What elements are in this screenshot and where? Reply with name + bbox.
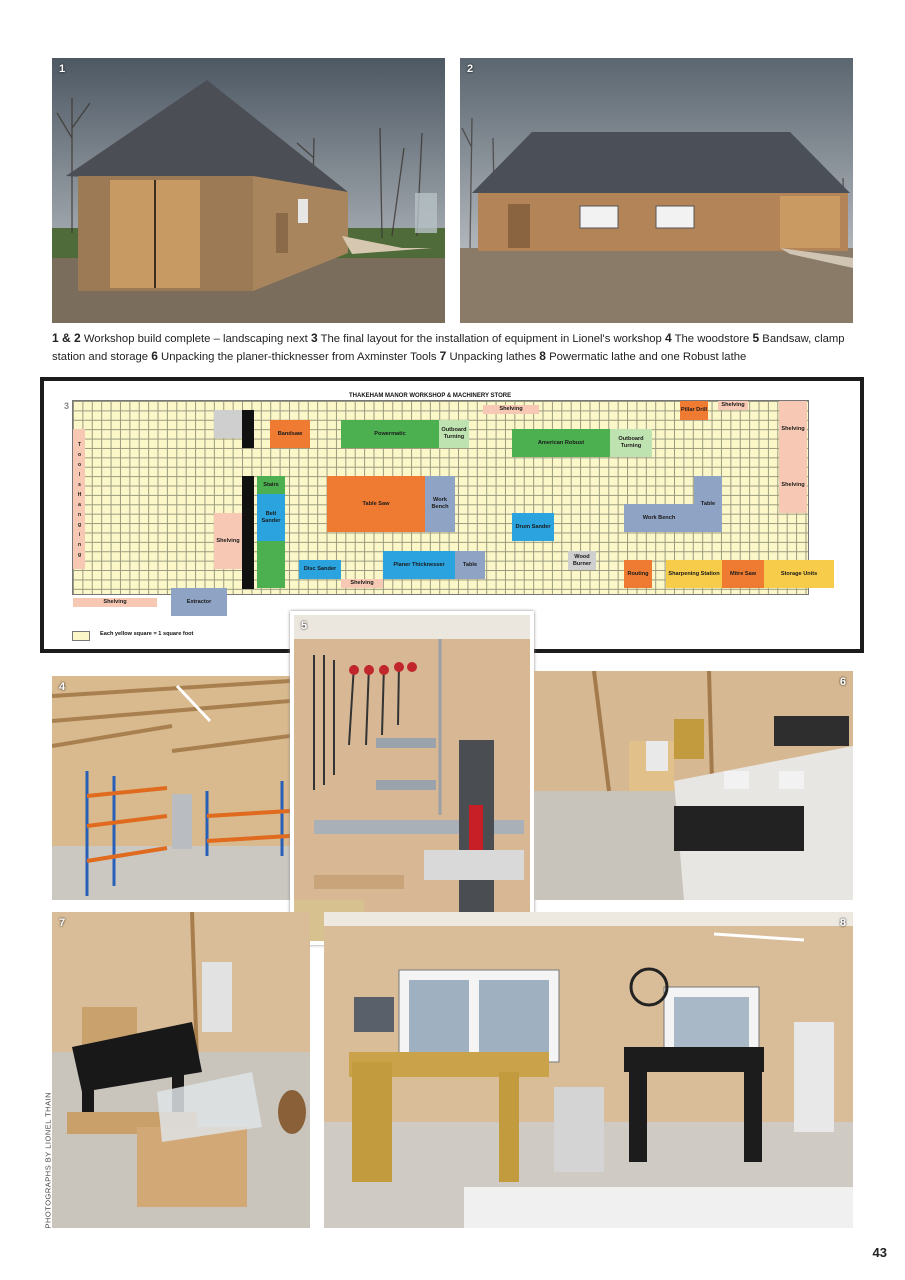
photo-number: 2	[467, 63, 474, 75]
shelving-left-block: Shelving	[214, 513, 242, 569]
photo-5-bandsaw-station	[290, 611, 534, 945]
shelving-right-1-block: Shelving	[779, 401, 807, 457]
photo-credit-text: PHOTOGRAPHS BY LIONEL THAIN	[43, 1091, 53, 1229]
caption-ref: 6	[151, 349, 158, 363]
photo-2-image	[460, 58, 853, 323]
work-bench-2-block: Work Bench	[624, 504, 694, 532]
photo-1-image	[52, 58, 445, 323]
caption-text: Powermatic lathe and one Robust lathe	[545, 351, 747, 363]
grey-block	[214, 410, 242, 438]
stairs-lower-block	[257, 541, 285, 588]
sharpening-station-block: Sharpening Station	[666, 560, 722, 588]
caption-ref: 4	[664, 331, 672, 345]
shelving-top-right-block: Shelving	[718, 401, 748, 410]
caption-text: Unpacking the planer-thicknesser from Axminster Tools	[157, 351, 440, 363]
outboard-turning-1-block: Outboard Turning	[439, 420, 469, 448]
belt-sander-block: Belt Sander	[257, 494, 285, 541]
photo-number: 7	[59, 917, 66, 929]
caption-text: The final layout for the installation of equipment in Lionel's workshop	[317, 333, 665, 345]
planer-thicknesser-block: Planer Thicknesser	[383, 551, 455, 579]
photo-6-image	[534, 671, 853, 900]
photo-number: 8	[839, 917, 846, 929]
photo-7-unpacking-lathes	[52, 912, 310, 1228]
disc-sander-block: Disc Sander	[299, 560, 341, 579]
caption-text: The woodstore	[671, 333, 753, 345]
photo-6-planer-unpacking	[534, 671, 853, 900]
photo-credit	[38, 1090, 53, 1230]
photo-8-lathes	[324, 912, 853, 1228]
photo-4-image	[52, 676, 290, 900]
drum-sander-block: Drum Sander	[512, 513, 554, 541]
photo-4-woodstore	[52, 676, 290, 900]
shelving-bottom-block: Shelving	[341, 579, 383, 588]
work-bench-1-block: Work Bench	[425, 476, 455, 532]
caption-text: Workshop build complete – landscaping next	[80, 333, 311, 345]
storage-units-block: Storage Units	[764, 560, 834, 588]
plan-title: THAKEHAM MANOR WORKSHOP & MACHINERY STORE	[349, 393, 512, 399]
caption-ref: 8	[539, 349, 546, 363]
legend-text: Each yellow square = 1 square foot	[100, 631, 194, 637]
photo-8-image	[324, 912, 853, 1228]
shelving-top-block: Shelving	[483, 405, 539, 414]
wall-mid	[242, 476, 254, 589]
tools-hanging-label: T o o l s H a n g i n g	[76, 441, 83, 557]
table-saw-block: Table Saw	[327, 476, 425, 532]
caption-ref: 1 & 2	[52, 331, 81, 345]
wood-burner-block: Wood Burner	[568, 551, 596, 570]
bandsaw-block: Bandsaw	[270, 420, 310, 448]
photo-number: 1	[59, 63, 66, 75]
photo-caption	[52, 330, 852, 366]
plan-number: 3	[64, 401, 70, 411]
shelving-right-2-block: Shelving	[779, 457, 807, 513]
photo-2-workshop-side	[460, 58, 853, 323]
pillar-drill-block: Pillar Drill	[680, 401, 708, 420]
routing-block: Routing	[624, 560, 652, 588]
legend-swatch	[72, 631, 90, 641]
tools-hanging-strip	[73, 429, 85, 569]
photo-number: 6	[839, 676, 846, 688]
plan-grid	[72, 400, 818, 605]
caption-ref: 5	[752, 331, 760, 345]
caption-ref: 7	[439, 349, 447, 363]
american-robust-block: American Robust	[512, 429, 610, 457]
mitre-saw-block: Mitre Saw	[722, 560, 764, 588]
wall-top	[242, 410, 254, 448]
powermatic-block: Powermatic	[341, 420, 439, 448]
table-right-block: Table	[694, 476, 722, 532]
photo-number: 5	[301, 620, 308, 632]
photo-number: 4	[59, 681, 66, 693]
table-mid-block: Table	[455, 551, 485, 579]
outboard-turning-2-block: Outboard Turning	[610, 429, 652, 457]
caption-text: Bandsaw, clamp station and storage	[52, 333, 845, 363]
photo-5-image	[294, 615, 530, 941]
stairs-block: Stairs	[257, 476, 285, 494]
photo-7-image	[52, 912, 310, 1228]
caption-ref: 3	[310, 331, 318, 345]
caption-text: Unpacking lathes	[446, 351, 540, 363]
extractor-block: Extractor	[171, 588, 227, 616]
photo-1-workshop-exterior	[52, 58, 445, 323]
shelving-bottom-left-block: Shelving	[73, 598, 157, 607]
page-number: 43	[872, 1245, 887, 1260]
